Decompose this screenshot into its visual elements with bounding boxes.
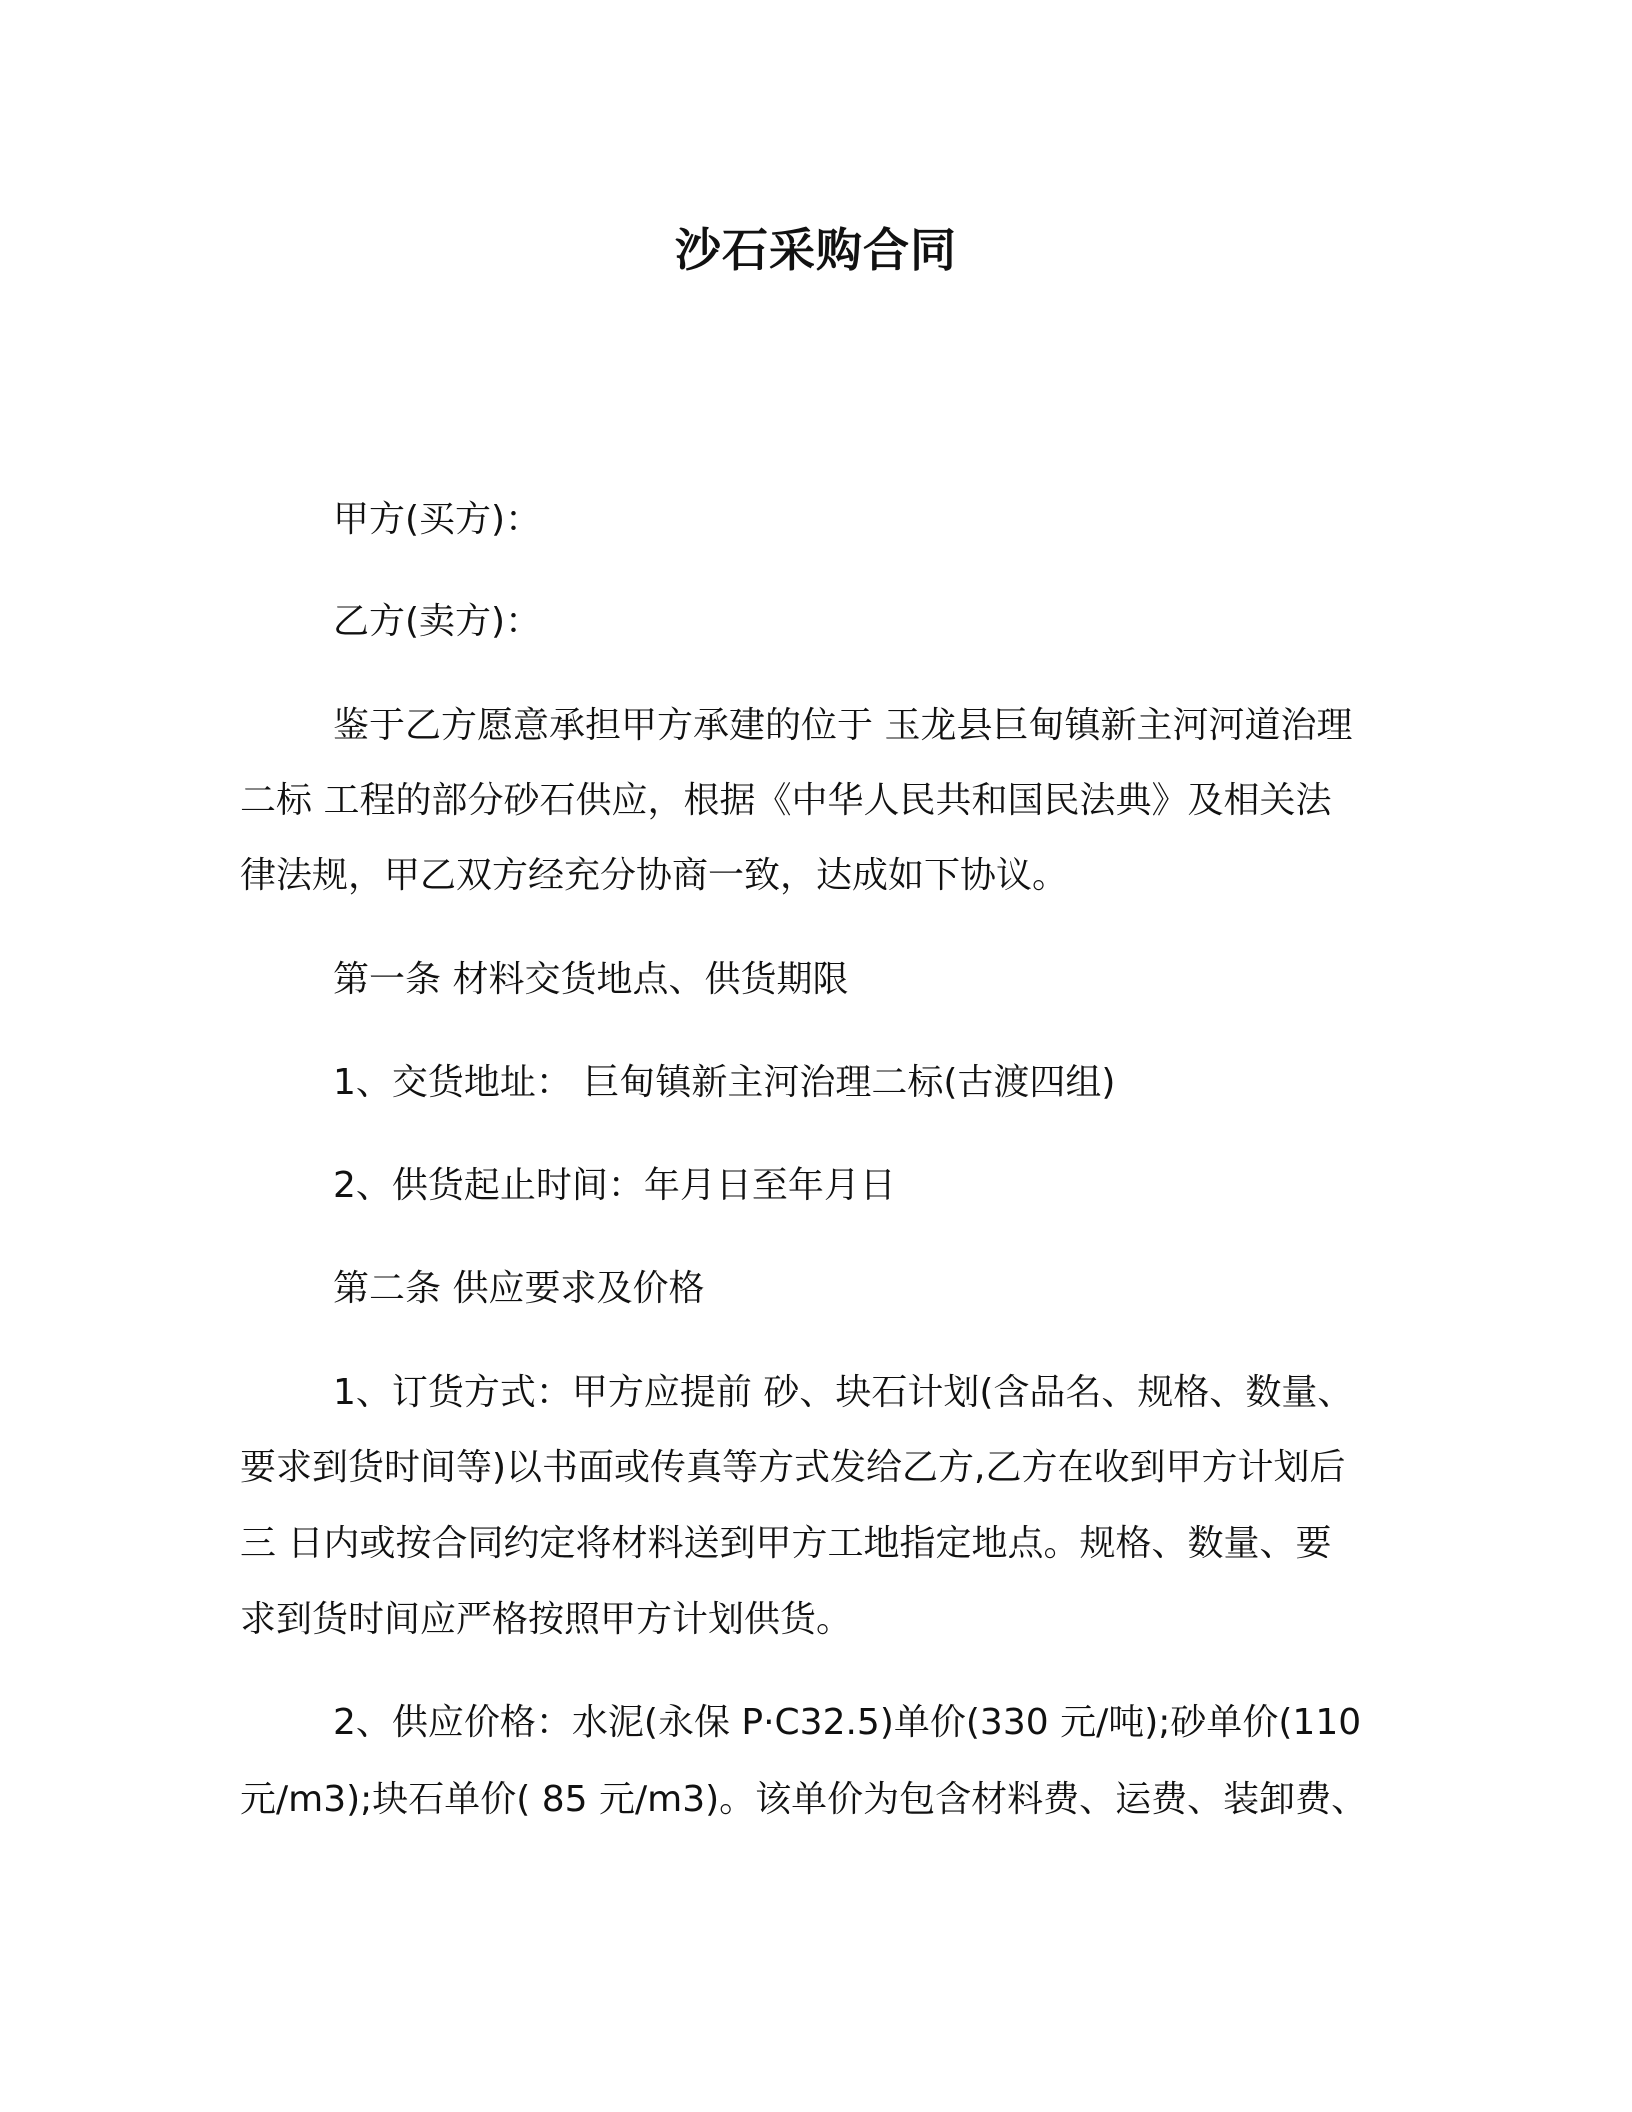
preamble-line-3: 律法规，甲乙双方经充分协商一致，达成如下协议。 [240, 855, 1069, 896]
contract-title: 沙石采购合同 [675, 223, 957, 277]
ordering-line-4: 求到货时间应严格按照甲方计划供货。 [240, 1599, 853, 1640]
ordering-line-3: 三 日内或按合同约定将材料送到甲方工地指定地点。规格、数量、要 [240, 1523, 1332, 1564]
price-line-2: 元/m3);块石单价( 85 元/m3)。该单价为包含材料费、运费、装卸费、 [240, 1779, 1368, 1820]
delivery-address-line: 1、交货地址： 巨甸镇新主河治理二标(古渡四组) [333, 1062, 1116, 1103]
price-line-1: 2、供应价格：水泥(永保 P·C32.5)单价(330 元/吨);砂单价(110 [333, 1702, 1362, 1743]
supply-period-line: 2、供货起止时间：年月日至年月日 [333, 1165, 896, 1206]
ordering-line-1: 1、订货方式：甲方应提前 砂、块石计划(含品名、规格、数量、 [333, 1372, 1354, 1413]
article-2-heading: 第二条 供应要求及价格 [333, 1268, 705, 1309]
ordering-line-2: 要求到货时间等)以书面或传真等方式发给乙方,乙方在收到甲方计划后 [240, 1447, 1346, 1488]
party-a-line: 甲方(买方)： [333, 499, 542, 540]
preamble-line-2: 二标 工程的部分砂石供应，根据《中华人民共和国民法典》及相关法 [240, 780, 1332, 821]
party-b-line: 乙方(卖方)： [333, 601, 542, 642]
article-1-heading: 第一条 材料交货地点、供货期限 [333, 959, 849, 1000]
preamble-line-1: 鉴于乙方愿意承担甲方承建的位于 玉龙县巨甸镇新主河河道治理 [333, 705, 1353, 746]
